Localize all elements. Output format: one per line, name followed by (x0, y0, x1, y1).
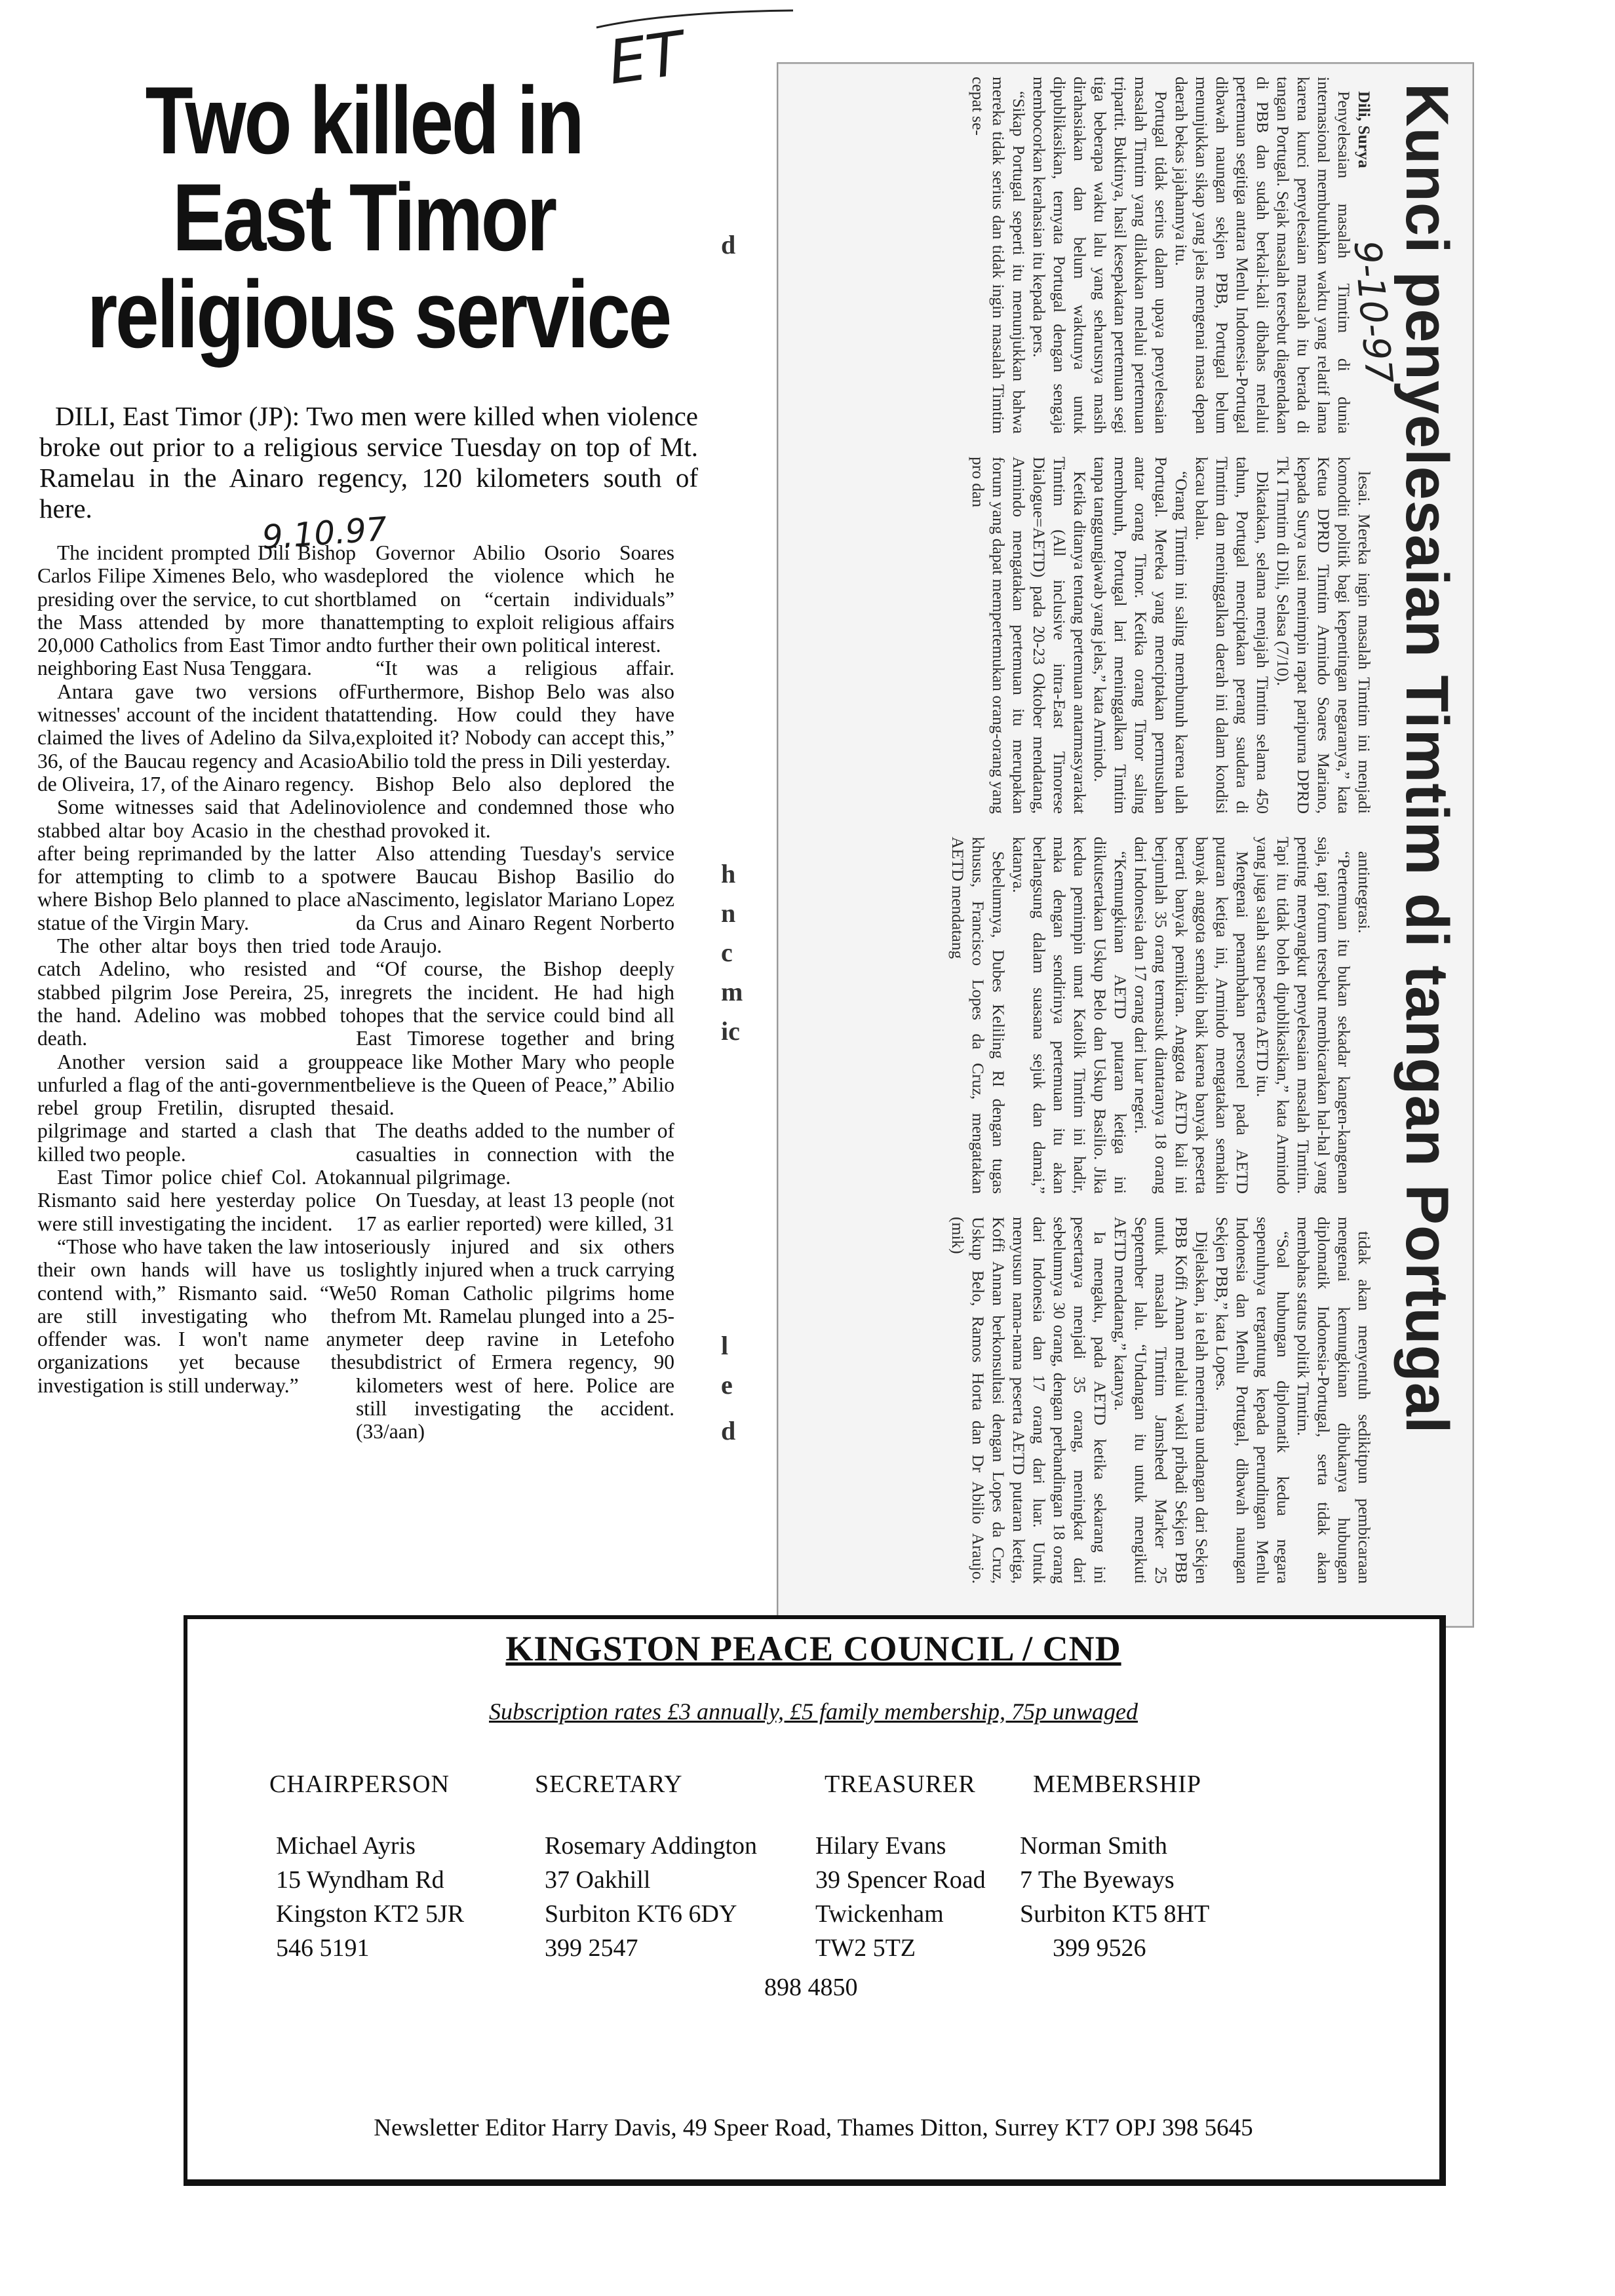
body-paragraph: Mengenai penambahan personel pada AETD putaran ketiga ini, Armindo mengatakan semakin banyak anggota semakin baik karena banyak peserta berarti banyak pemikiran. Anggota AETD kali ini berjumlah 35 orang termasuk diantaranya 18 orang dari Indonesia dan 17 orang dari luar negeri. (1131, 837, 1252, 1194)
contact-town: Surbiton KT6 6DY (545, 1900, 737, 1928)
body-paragraph: Ketika ditanya tentang pertemuan antarmasyarakat Timtim (All inclusive intra-East Timorese Dialogue=AETD) pada 20-23 Oktober mendatang, Armindo mengatakan pertemuan itu merupakan forum yang dapat mempertemukan orang-orang yang pro dan (969, 457, 1089, 814)
fragment-letter: h (721, 859, 736, 889)
headline-line-3: religious service (87, 261, 670, 368)
body-paragraph: “Those who have taken the law into their own hands will have us to contend with,” Rismanto said. “We are still investigating who the offender was. I won't name any organizations yet because the investigation is still underway.” (37, 1234, 356, 1397)
headline-line-1: Two killed in (145, 67, 583, 174)
contact-name: Michael Ayris (276, 1832, 416, 1860)
contact-treasurer (815, 1829, 986, 1965)
article-column-1 (37, 541, 356, 1397)
article-column-2 (356, 541, 674, 1444)
kingston-peace-council-box (184, 1615, 1446, 2186)
indonesian-clipping (777, 62, 1474, 1628)
contact-address: 15 Wyndham Rd (276, 1866, 444, 1894)
body-paragraph: The incident prompted Dili Bishop Carlos Filipe Ximenes Belo, who was presiding over the service, to cut short the Mass attended by more than 20,000 Catholics from East Timor and neighboring East Nusa Tenggara. (37, 541, 356, 680)
handwritten-et-mark: ET (604, 18, 688, 98)
contact-secretary (545, 1829, 757, 1965)
fragment-letter: l (721, 1331, 729, 1360)
body-paragraph: “Orang Timtim ini saling membunuh karena ulah Portugal. Mereka yang menciptakan permusuhan antar orang Timor. Ketika orang Timor saling membunuh, Portugal lari meninggalkan Timtim tanpa tanggungjawab yang jelas,” kata Armindo. (1091, 457, 1191, 814)
indonesian-column-3 (791, 837, 1374, 1194)
indonesian-clipping-content (778, 64, 1473, 1626)
contact-address: 39 Spencer Road (815, 1866, 986, 1894)
dateline: Dili, Surya (1355, 91, 1374, 168)
body-paragraph: Another version said a group unfurled a flag of the anti-government rebel group Fretilin, disrupted the pilgrimage and started a clash that killed two people. (37, 1050, 356, 1166)
fragment-letter: c (721, 938, 733, 967)
body-paragraph: The other altar boys then tried to catch Adelino, who resisted and stabbed pilgrim Jose Pereira, 25, in the hand. Adelino was mobbed to death. (37, 934, 356, 1050)
contact-town: Twickenham (815, 1900, 944, 1928)
contact-membership (1020, 1829, 1209, 1965)
indonesian-column-1 (791, 77, 1374, 434)
fragment-letter: m (721, 977, 743, 1006)
contact-name: Hilary Evans (815, 1832, 946, 1860)
body-paragraph: Dikatakan, selama menjajah Timtim selama 450 tahun, Portugal menciptakan perang saudara di Timtim dan meninggalkan daerah ini dalam kondisi kacau balau. (1192, 457, 1272, 814)
newsletter-editor: Newsletter Editor Harry Davis, 49 Speer Road, Thames Ditton, Surrey KT7 OPJ 398 5645 (374, 2114, 1253, 2141)
contact-chairperson (276, 1829, 464, 1965)
contact-address: 7 The Byeways (1020, 1866, 1175, 1894)
body-paragraph: The deaths added to the number of casualties in connection with the annual pilgrimage. (356, 1119, 674, 1189)
body-paragraph: Some witnesses said that Adelino stabbed altar boy Acasio in the chest after being reprimanded by the latter for attempting to climb to a spot where Bishop Belo planned to place a statue of the Virgin Mary. (37, 795, 356, 934)
body-paragraph: Ia mengaku, pada AETD ketika sekarang ini pesertanya menjadi 35 orang, meningkat dari sebelumnya 30 orang, dengan perbandingan 18 orang dari Indonesia dan 17 orang dari luar. Untuk menyusun nama-nama peserta AETD putaran ketiga, Koffi Annan berkonsultasi dengan Lopes da Cruz, Uskup Belo, Ramos Horta dan Dr Abilio Araujo. (mik) (948, 1217, 1110, 1584)
body-paragraph: Portugal tidak serius dalam upaya penyelesaian masalah Timtim yang dilakukan melalui pertemuan tripartit. Buktinya, hasil kesepakatan pertemuan segi tiga beberapa waktu lalu yang seharusnya masih dirahasiakan dan belum waktunya untuk dipublikasikan, ternyata Portugal dengan sengaja membocorkan kerahasian itu kepada pers. (1030, 77, 1171, 434)
contact-phone: 546 5191 (276, 1934, 370, 1962)
body-paragraph: antintegrasi. (1355, 851, 1374, 934)
role-treasurer: TREASURER (825, 1770, 976, 1798)
body-paragraph: “Of course, the Bishop deeply regrets the incident. He had high hopes that the service could bind all East Timorese together and bring peace like Mother Mary who people believe is the Queen of Peace,” Abilio said. (356, 957, 674, 1120)
body-paragraph: Sebelumnya, Dubes Keliling RI dengan tugas khusus, Francisco Lopes da Cruz, mengatakan AETD mendatang (948, 837, 1008, 1194)
fragment-letter: d (721, 230, 736, 259)
fragment-letter: ic (721, 1016, 740, 1046)
body-paragraph: lesai. Mereka ingin masalah Timtim ini menjadi komoditi politik bagi kepentingan negaranya,” kata Ketua DPRD Timtim Armindo Soares Mariano, kepada Surya usai menimpin rapat paripurna DPRD Tk I Timtim di Dili, Selasa (7/10). (1274, 457, 1374, 814)
contact-phone: 399 9526 (1053, 1934, 1146, 1962)
intro-paragraph: DILI, East Timor (JP): Two men were killed when violence broke out prior to a religious service Tuesday on top of Mt. Ramelau in the Ainaro regency, 120 kilometers south of here. (39, 401, 698, 524)
body-paragraph: Bishop Belo also deplored the violence and condemned those who had provoked it. (356, 772, 674, 842)
role-membership: MEMBERSHIP (1033, 1770, 1202, 1798)
body-paragraph: Antara gave two versions of witnesses' account of the incident that claimed the lives of Adelino da Silva, 36, of the Baucau regency and Acasio de Oliveira, 17, of the Ainaro regency. (37, 679, 356, 795)
body-paragraph: Penyelesaian masalah Timtim di dunia internasional membutuhkan waktu yang relatif lama karena kunci penyelesaian masalah itu berada di tangan Portugal. Sejak masalah tersebut diagendakan di PBB dan sudah berkali-kali dibahas melalui pertemuan segitiga antara Menlu Indonesia-Portugal dibawah naungan sekjen PBB, Portugal belum menunjukkan sikap yang jelas mengenai masa depan daerah bekas jajahannya itu. (1172, 77, 1353, 434)
contact-name: Rosemary Addington (545, 1832, 758, 1860)
body-paragraph: Dijelaskan, ia telah menerima undangan dari Sekjen PBB Koffi Annan melalui wakil pribadi Sekjen PBB untuk masalah Timtim Jamsheed Marker 25 September lalu. “Undangan itu untuk mengikuti AETD mendatang,” katanya. (1111, 1217, 1211, 1584)
body-paragraph: East Timor police chief Col. Atok Rismanto said here yesterday police were still investigating the incident. (37, 1166, 356, 1235)
fragment-letter: n (721, 898, 736, 928)
role-secretary: SECRETARY (535, 1770, 683, 1798)
indonesian-column-2 (791, 457, 1374, 814)
handwritten-date-indonesian: 9-10-97 (1345, 239, 1401, 385)
body-paragraph: “Soal hubungan diplomatik kedua negara sepenuhnya tergantung kepada perundingan Menlu Indonesia dan Menlu Portugal, dibawah naungan Sekjen PBB,” kata Lopes. (1213, 1217, 1293, 1584)
indonesian-headline: Kunci penyelesaian Timtim di tangan Portugal (1393, 83, 1460, 1434)
contact-phone: 399 2547 (545, 1934, 638, 1962)
headline (87, 67, 670, 368)
headline-line-2: East Timor (172, 164, 555, 271)
clipping-fragments (721, 229, 767, 1605)
contact-name: Norman Smith (1020, 1832, 1167, 1860)
body-paragraph: “It was a religious affair. Furthermore, Bishop Belo was also attending. How could they have exploited it? Nobody can accept this,” Abilio told the press in Dili yesterday. (356, 657, 674, 773)
body-paragraph: “Kemungkinan AETD putaran ketiga ini diikutsertakan Uskup Belo dan Uskup Basilio. Jika kedua pemimpin umat Katolik Timtim ini hadir, maka dengan sendirinya pertemuan itu akan berlangsung dalam suasana sejuk dan damai,” katanya. (1009, 837, 1130, 1194)
body-paragraph: Governor Abilio Osorio Soares deplored the violence which he blamed on “certain individuals” attempting to exploit religious affairs to further their own political interest. (356, 541, 674, 657)
kpc-subscription-rates: Subscription rates £3 annually, £5 family membership, 75p unwaged (489, 1698, 1138, 1725)
contact-town: Kingston KT2 5JR (276, 1900, 465, 1928)
article-intro (39, 401, 698, 524)
fragment-letter: e (721, 1370, 733, 1400)
contact-town: Surbiton KT5 8HT (1020, 1900, 1210, 1928)
body-paragraph: “Pertemuan itu bukan sekadar kangen-kangenan saja, tapi forum tersebut membicarakan hal-hal yang penting menyangkut penyelesaian masalah Timtim. Tapi itu tidak boleh dipublikasikan,” kata Armindo yang juga salah satu peserta AETD itu. (1253, 837, 1353, 1194)
kpc-title: KINGSTON PEACE COUNCIL / CND (505, 1629, 1121, 1668)
contact-postcode: TW2 5TZ (815, 1934, 916, 1962)
fragment-letter: d (721, 1416, 736, 1445)
body-paragraph: Also attending Tuesday's service were Baucau Bishop Basilio do Nascimento, legislator Mariano Lopez da Crus and Ainaro Regent Norberto de Araujo. (356, 841, 674, 958)
handwritten-date: 9.10.97 (260, 510, 389, 557)
body-paragraph: “Sikap Portugal seperti itu menunjukkan bahwa mereka tidak serius dan tidak ingin masalah Timtim cepat se- (969, 77, 1028, 434)
body-paragraph: On Tuesday, at least 13 people (not 17 as earlier reported) were killed, 31 seriously injured and six others slightly injured when a truck carrying 50 Roman Catholic pilgrims home from Mt. Ramelau plunged into a 25-meter deep ravine in Letefoho subdistrict of Ermera regency, 90 kilometers west of here. Police are still investigating the accident. (33/aan) (356, 1189, 674, 1444)
treasurer-phone: 898 4850 (764, 1974, 858, 2001)
role-chairperson: CHAIRPERSON (269, 1770, 450, 1798)
body-paragraph: tidak akan menyentuh sedikitpun pembicaraan mengenai kemungkinan dibukanya hubungan diplomatik Indonesia-Portugal, serta tidak akan membahas status politik Timtim. (1294, 1217, 1374, 1584)
indonesian-column-4 (791, 1217, 1374, 1584)
contact-address: 37 Oakhill (545, 1866, 651, 1894)
